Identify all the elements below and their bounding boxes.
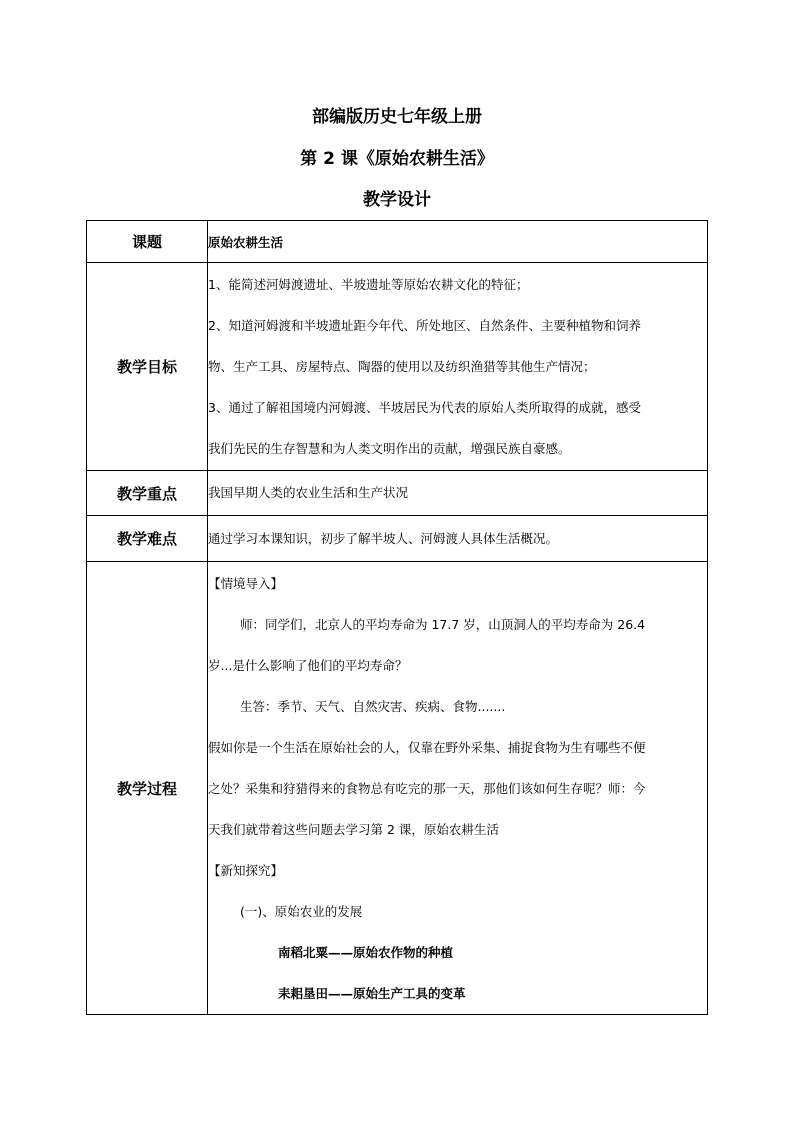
topic-value: 原始农耕生活 xyxy=(208,221,708,263)
objectives-label: 教学目标 xyxy=(87,263,208,471)
teacher-line: 师：同学们，北京人的平均寿命为 17.7 岁，山顶洞人的平均寿命为 26.4 xyxy=(240,616,646,632)
sub-point: 南稻北粟——原始农作物的种植 xyxy=(278,944,454,960)
intro-heading: 【情境导入】 xyxy=(208,575,284,591)
teacher-line: 岁...是什么影响了他们的平均寿命？ xyxy=(208,657,408,673)
process-label: 教学过程 xyxy=(87,562,208,1015)
document-title: 部编版历史七年级上册 xyxy=(312,107,482,127)
objective-line: 我们先民的生存智慧和为人类文明作出的贡献，增强民族自豪感。 xyxy=(208,441,571,456)
row-topic xyxy=(87,221,708,263)
lesson-plan-table xyxy=(86,220,708,1015)
objective-line: 2、知道河姆渡和半坡遗址距今年代、所处地区、自然条件、主要种植物和饲养 xyxy=(208,318,641,333)
process-content xyxy=(208,562,708,1015)
key-points-value: 我国早期人类的农业生活和生产状况 xyxy=(208,471,708,516)
objective-line: 1、能简述河姆渡遗址、半坡遗址等原始农耕文化的特征； xyxy=(208,277,529,292)
section-heading: (一)、原始农业的发展 xyxy=(240,903,363,919)
row-objectives xyxy=(87,263,708,471)
row-key-points xyxy=(87,471,708,516)
objective-line: 物、生产工具、房屋特点、陶器的使用以及纺织渔猎等其他生产情况； xyxy=(208,359,596,374)
document-subtitle: 教学设计 xyxy=(363,190,431,210)
paragraph-line: 之处？采集和狩猎得来的食物总有吃完的那一天，那他们该如何生存呢？师：今 xyxy=(208,780,646,796)
objectives-content xyxy=(208,263,708,471)
objective-line: 3、通过了解祖国境内河姆渡、半坡居民为代表的原始人类所取得的成就，感受 xyxy=(208,400,641,415)
key-points-label: 教学重点 xyxy=(87,471,208,516)
difficulties-label: 教学难点 xyxy=(87,516,208,562)
new-heading: 【新知探究】 xyxy=(208,862,284,878)
difficulties-value: 通过学习本课知识，初步了解半坡人、河姆渡人具体生活概况。 xyxy=(208,516,708,562)
row-difficulties xyxy=(87,516,708,562)
paragraph-line: 假如你是一个生活在原始社会的人，仅靠在野外采集、捕捉食物为生有哪些不便 xyxy=(208,739,646,755)
student-answer: 生答：季节、天气、自然灾害、疾病、食物....... xyxy=(240,698,506,714)
row-process xyxy=(87,562,708,1015)
topic-label: 课题 xyxy=(87,221,208,263)
sub-point: 耒耜垦田——原始生产工具的变革 xyxy=(278,985,466,1001)
paragraph-line: 天我们就带着这些问题去学习第 2 课，原始农耕生活 xyxy=(208,821,499,837)
lesson-title: 第 2 课《原始农耕生活》 xyxy=(300,149,494,169)
